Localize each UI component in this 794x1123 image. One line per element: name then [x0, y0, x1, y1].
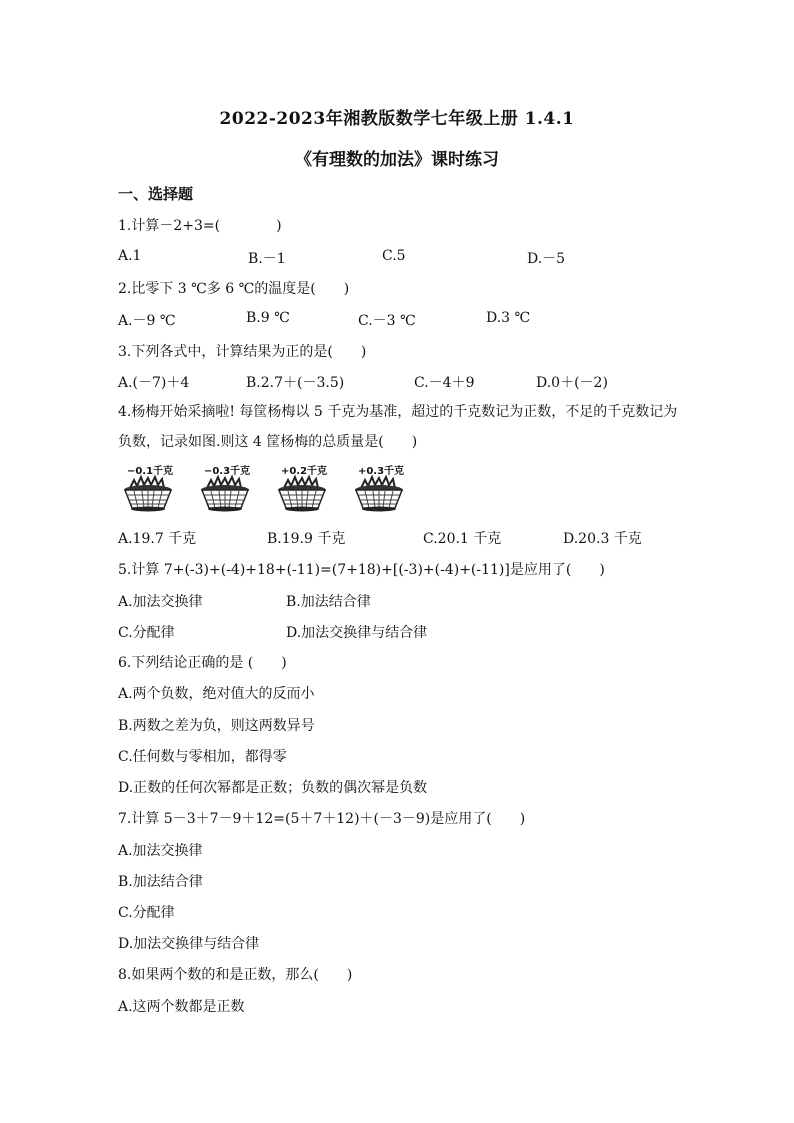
q4-option-c: C.20.1 千克	[423, 531, 502, 547]
question-8-stem: 8.如果两个数的和是正数，那么( )	[118, 967, 353, 983]
q4-option-a: A.19.7 千克	[118, 531, 197, 547]
basket-icon	[197, 474, 253, 514]
basket-figure-4	[351, 462, 407, 514]
basket-icon	[274, 474, 330, 514]
title-line-1: 2022-2023年湘教版数学七年级上册 1.4.1	[219, 109, 575, 129]
basket-label-3: +0.2千克	[280, 466, 328, 477]
title-line-2: 《有理数的加法》课时练习	[295, 150, 499, 170]
question-1-stem: 1.计算－2+3=( )	[118, 218, 282, 234]
question-2-stem: 2.比零下 3 ℃多 6 ℃的温度是( )	[118, 281, 350, 297]
q4-option-d: D.20.3 千克	[563, 531, 642, 547]
basket-label-2: −0.3千克	[203, 466, 251, 477]
basket-label-4: +0.3千克	[357, 466, 405, 477]
q6-option-b: B.两数之差为负，则这两数异号	[118, 718, 315, 734]
question-3-stem: 3.下列各式中，计算结果为正的是( )	[118, 344, 367, 360]
question-5-stem: 5.计算 7+(-3)+(-4)+18+(-11)=(7+18)+[(-3)+(-4)+(-11)]是应用了( )	[118, 562, 605, 578]
q6-option-c: C.任何数与零相加，都得零	[118, 749, 287, 765]
basket-figure-3	[274, 462, 330, 514]
q1-option-a: A.1	[118, 248, 142, 264]
q5-option-b: B.加法结合律	[286, 594, 371, 610]
q2-option-a: A.－9 ℃	[118, 313, 176, 329]
q4-option-b: B.19.9 千克	[267, 531, 346, 547]
q1-option-b: B.－1	[248, 251, 286, 267]
q8-option-a: A.这两个数都是正数	[118, 999, 245, 1015]
q3-option-b: B.2.7＋(－3.5)	[246, 375, 345, 391]
question-7-stem: 7.计算 5－3＋7－9＋12=(5＋7＋12)＋(－3－9)是应用了( )	[118, 811, 526, 827]
q3-option-c: C.－4＋9	[414, 375, 475, 391]
basket-figure-2	[197, 462, 253, 514]
basket-figure-1	[120, 462, 176, 514]
q3-option-d: D.0＋(－2)	[536, 375, 608, 391]
q2-option-d: D.3 ℃	[486, 310, 531, 326]
q1-option-c: C.5	[382, 248, 406, 264]
q2-option-b: B.9 ℃	[246, 310, 290, 326]
question-6-stem: 6.下列结论正确的是 ( )	[118, 655, 287, 671]
question-4-stem: 4.杨梅开始采摘啦! 每筐杨梅以 5 千克为基准，超过的千克数记为正数，不足的千克数记为负数，记录如图.则这 4 筐杨梅的总质量是( )	[118, 404, 678, 450]
q2-option-c: C.－3 ℃	[358, 313, 416, 329]
q3-option-a: A.(－7)＋4	[118, 375, 190, 391]
q6-option-a: A.两个负数，绝对值大的反而小	[118, 686, 315, 702]
basket-icon	[120, 474, 176, 514]
q7-option-d: D.加法交换律与结合律	[118, 936, 260, 952]
q7-option-b: B.加法结合律	[118, 874, 203, 890]
q7-option-c: C.分配律	[118, 905, 175, 921]
section-heading: 一、选择题	[118, 185, 194, 203]
q5-option-c: C.分配律	[118, 625, 175, 641]
q1-option-d: D.－5	[527, 251, 566, 267]
basket-icon	[351, 474, 407, 514]
q5-option-a: A.加法交换律	[118, 594, 203, 610]
q7-option-a: A.加法交换律	[118, 843, 203, 859]
q6-option-d: D.正数的任何次幂都是正数；负数的偶次幂是负数	[118, 780, 428, 796]
basket-label-1: −0.1千克	[126, 466, 174, 477]
q5-option-d: D.加法交换律与结合律	[286, 625, 428, 641]
